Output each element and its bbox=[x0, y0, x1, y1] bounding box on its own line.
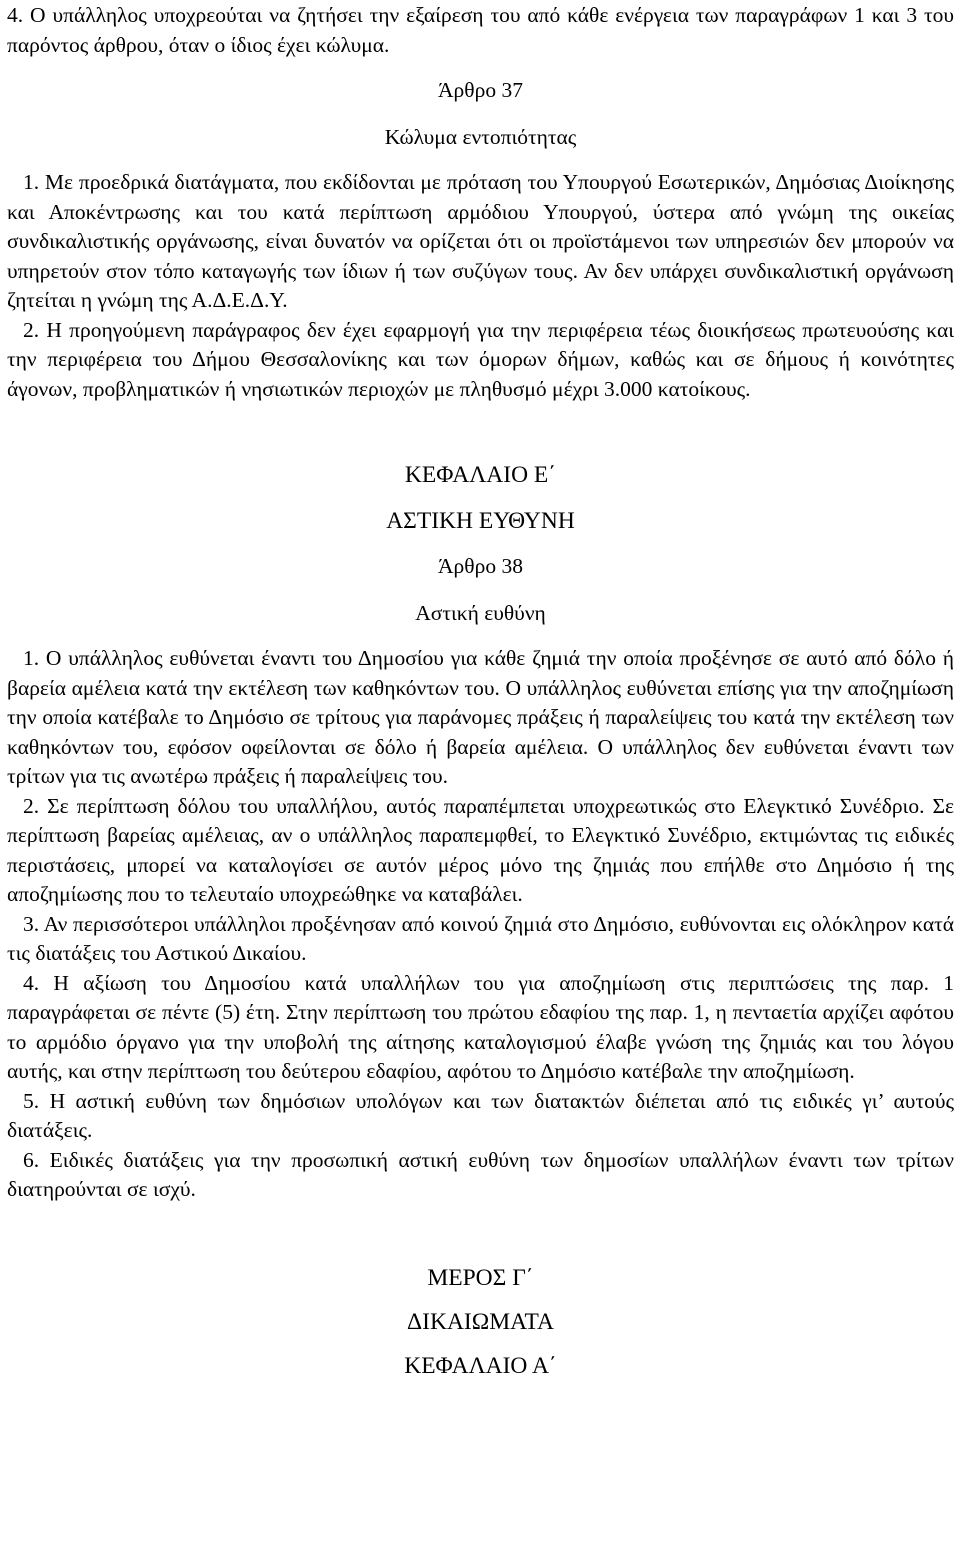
article-38-subtitle: Αστική ευθύνη bbox=[415, 600, 546, 625]
part-c-chapter-label: ΚΕΦΑΛΑΙΟ Α΄ bbox=[404, 1352, 557, 1379]
spacer bbox=[7, 404, 954, 460]
paragraph-art37-2: 2. Η προηγούμενη παράγραφος δεν έχει εφαρμογή για την περιφέρεια τέως διοικήσεως πρωτευούσης και την περιφέρεια του Δήμου Θεσσαλονίκης και των όμορων δήμων, καθώς και σε δήμους ή κοινότητες άγονων, προβληματικών ή νησιωτικών περιοχών με πληθυσμό μέχρι 3.000 κατοίκους. bbox=[7, 317, 954, 401]
spacer bbox=[7, 1205, 954, 1263]
spacer bbox=[7, 536, 954, 552]
paragraph-art38-5: 5. Η αστική ευθύνη των δημόσιων υπολόγων και των διατακτών διέπεται από τις ειδικές γι’ αυτούς διατάξεις. bbox=[7, 1088, 954, 1142]
spacer bbox=[7, 1337, 954, 1351]
spacer bbox=[7, 582, 954, 599]
spacer bbox=[7, 628, 954, 644]
spacer bbox=[7, 106, 954, 123]
paragraph-art38-2: 2. Σε περίπτωση δόλου του υπαλλήλου, αυτός παραπέμπεται υποχρεωτικώς στο Ελεγκτικό Συνέδριο. Σε περίπτωση βαρείας αμέλειας, αν ο υπάλληλος παραπεμφθεί, το Ελεγκτικό Συνέδριο, εκτιμώντας τις ειδικές περιστάσεις, μπορεί να καταλογίσει σε αυτόν μέρος μόνο της ζημιάς που επήλθε στο Δημόσιο ή της αποζημίωσης που το τελευταίο υποχρεώθηκε να καταβάλει. bbox=[7, 793, 954, 906]
chapter-e-title: ΑΣΤΙΚΗ ΕΥΘΥΝΗ bbox=[386, 508, 575, 534]
article-37-subtitle: Κώλυμα εντοπιότητας bbox=[384, 124, 577, 149]
part-c-label: ΜΕΡΟΣ Γ΄ bbox=[427, 1264, 534, 1291]
spacer bbox=[7, 1293, 954, 1307]
paragraph-art38-6: 6. Ειδικές διατάξεις για την προσωπική αστική ευθύνη των δημοσίων υπαλλήλων έναντι των τρίτων διατηρούνται σε ισχύ. bbox=[7, 1147, 954, 1201]
spacer bbox=[7, 60, 954, 76]
part-c-title: ΔΙΚΑΙΩΜΑΤΑ bbox=[407, 1308, 554, 1335]
paragraph-art38-4: 4. Η αξίωση του Δημοσίου κατά υπαλλήλων του για αποζημίωση στις περιπτώσεις της παρ. 1 παραγράφεται σε πέντε (5) έτη. Στην περίπτωση του πρώτου εδαφίου της παρ. 1, η πενταετία αρχίζει αφότου το αρμόδιο όργανο για την υποβολή της αίτησης καταλογισμού έλαβε γνώση της ζημιάς και του λόγου αυτής, και στην περίπτωση του δεύτερου εδαφίου, αφότου το Δημόσιο κατέβαλε την αποζημίωση. bbox=[7, 970, 954, 1083]
paragraph-art36-4: 4. Ο υπάλληλος υποχρεούται να ζητήσει την εξαίρεση του από κάθε ενέργεια των παραγράφων 1 και 3 του παρόντος άρθρου, όταν ο ίδιος έχει κώλυμα. bbox=[7, 3, 954, 57]
paragraph-art38-1: 1. Ο υπάλληλος ευθύνεται έναντι του Δημοσίου για κάθε ζημιά την οποία προξένησε σε αυτό από δόλο ή βαρεία αμέλεια κατά την εκτέλεση των καθηκόντων του. Ο υπάλληλος ευθύνεται επίσης για την αποζημίωση την οποία κατέβαλε το Δημόσιο σε τρίτους για παράνομες πράξεις ή παραλείψεις του κατά την εκτέλεση των καθηκόντων του, εφόσον οφείλονται σε δόλο ή βαρεία αμέλεια. Ο υπάλληλος δεν ευθύνεται έναντι των τρίτων για τις ανωτέρω πράξεις ή παραλείψεις του. bbox=[7, 646, 954, 788]
article-38-title: Άρθρο 38 bbox=[438, 554, 523, 578]
paragraph-art38-3: 3. Αν περισσότεροι υπάλληλοι προξένησαν από κοινού ζημιά στο Δημόσιο, ευθύνονται εις ολόκληρον κατά τις διατάξεις του Αστικού Δικαίου. bbox=[7, 911, 954, 965]
spacer bbox=[7, 152, 954, 168]
paragraph-art37-1: 1. Με προεδρικά διατάγματα, που εκδίδονται με πρόταση του Υπουργού Εσωτερικών, Δημόσιας Διοίκησης και Αποκέντρωσης και του κατά περίπτωση αρμόδιου Υπουργού, ύστερα από γνώμη της οικείας συνδικαλιστικής οργάνωσης, είναι δυνατόν να ορίζεται ότι οι προϊστάμενοι των υπηρεσιών δεν μπορούν να υπηρετούν στον τόπο καταγωγής των ίδιων ή των συζύγων τους. Αν δεν υπάρχει συνδικαλιστική οργάνωση ζητείται η γνώμη της Α.Δ.Ε.Δ.Υ. bbox=[7, 170, 954, 312]
spacer bbox=[7, 490, 954, 506]
chapter-e-label: ΚΕΦΑΛΑΙΟ Ε΄ bbox=[404, 462, 557, 488]
article-37-title: Άρθρο 37 bbox=[438, 78, 523, 102]
document-page bbox=[7, 0, 954, 1381]
